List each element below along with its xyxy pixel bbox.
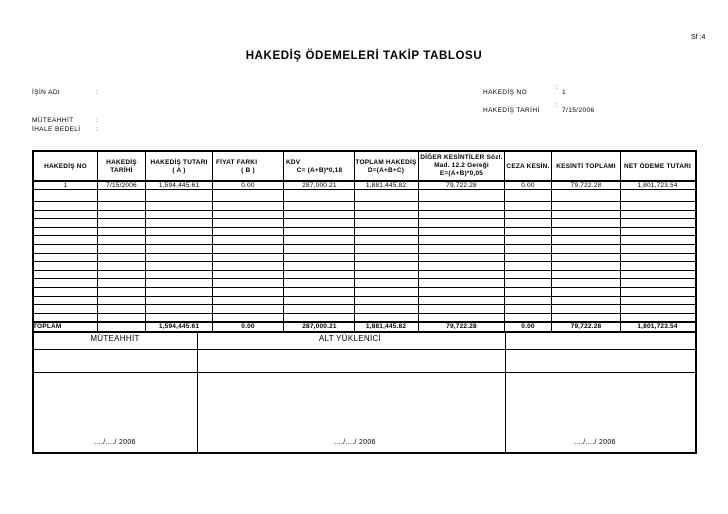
table-cell: 1	[63, 182, 68, 189]
table-cell: 0.00	[241, 182, 255, 189]
grid-hline	[32, 201, 695, 202]
table-cell: 79,722.28	[570, 182, 602, 189]
payment-date-label: HAKEDİŞ TARİHİ	[483, 107, 540, 114]
grid-hline	[32, 218, 695, 219]
total-cell: 1,881,445.82	[365, 323, 407, 330]
table-cell: 1,801,723.54	[637, 182, 678, 189]
sheet-number: Sf :4	[691, 34, 706, 41]
total-cell: 79,722.28	[570, 323, 602, 330]
subcontractor-signature-label: ALT YÜKLENİCİ	[318, 334, 382, 343]
payment-date-colon: :	[556, 102, 559, 109]
header-net-payment: NET ÖDEME TUTARI	[624, 163, 691, 170]
table-cell: 79,722.28	[446, 182, 477, 189]
grid-hline	[32, 244, 695, 245]
total-cell: 287,000.21	[302, 323, 337, 330]
table-cell: 1,881,445.82	[365, 182, 407, 189]
table-cell: 1,594,445.61	[158, 182, 200, 189]
header-other-deductions: DİĞER KESİNTİLER Sözl. Mad. 12.2 Gereği E=(A+B)*0,05	[420, 154, 503, 177]
table-cell: 0.00	[521, 182, 535, 189]
page-title: HAKEDİŞ ÖDEMELERİ TAKİP TABLOSU	[245, 50, 483, 62]
table-cell: 287,000.21	[302, 182, 337, 189]
tender-amount-colon: :	[96, 126, 99, 133]
contractor-signature-label: MÜTEAHHİT	[90, 334, 140, 343]
job-name-label: İŞİN ADI	[32, 89, 61, 96]
grid-hline	[32, 235, 695, 236]
table-cell: 7/15/2006	[106, 182, 137, 189]
grid-hline	[32, 296, 695, 297]
contractor-label: MÜTEAHHİT	[32, 117, 74, 124]
payment-no-label: HAKEDİŞ NO	[483, 89, 528, 96]
grid-hline	[32, 313, 695, 314]
header-deduction-total: KESİNTİ TOPLAMI	[556, 163, 616, 170]
contractor-date: ..../..../ 2006	[94, 439, 136, 446]
grid-hline	[32, 253, 695, 254]
header-payment-amount: HAKEDİŞ TUTARI ( A )	[150, 159, 208, 174]
total-cell: 1,801,723.54	[637, 323, 678, 330]
grid-hline	[32, 287, 695, 288]
total-label: TOPLAM	[33, 323, 62, 330]
grid-hline	[32, 278, 695, 279]
payment-no-colon: :	[556, 84, 559, 91]
header-vat: KDV C= (A+B)*0,18	[286, 159, 343, 174]
grid-hline	[32, 261, 695, 262]
third-party-date: ..../..../ 2006	[574, 439, 616, 446]
grid-hline	[32, 331, 695, 333]
tender-amount-label: İHALE BEDELİ	[32, 126, 81, 133]
payment-no-value: 1	[562, 89, 567, 96]
header-payment-date: HAKEDİŞ TARİHİ	[106, 159, 137, 174]
total-cell: 0.00	[241, 323, 255, 330]
payment-tracking-table	[32, 150, 695, 452]
header-total-payment: TOPLAM HAKEDİŞ D=(A+B+C)	[355, 159, 417, 174]
grid-hline	[32, 210, 695, 211]
grid-hline	[32, 227, 695, 228]
header-penalty-deduction: CEZA KESİN.	[506, 163, 550, 170]
grid-hline	[32, 304, 695, 305]
header-price-difference: FİYAT FARKI ( B )	[216, 159, 258, 174]
grid-hline	[32, 372, 695, 373]
contractor-colon: :	[96, 117, 99, 124]
payment-date-value: 7/15/2006	[562, 107, 595, 114]
grid-hline	[32, 349, 695, 350]
job-name-colon: :	[96, 89, 99, 96]
header-payment-no: HAKEDİŞ NO	[44, 163, 87, 170]
grid-hline	[32, 270, 695, 271]
total-cell: 79,722.28	[446, 323, 477, 330]
total-cell: 0.00	[521, 323, 535, 330]
subcontractor-date: ..../..../ 2006	[334, 439, 376, 446]
table-border	[32, 150, 697, 454]
total-cell: 1,594,445.61	[158, 323, 200, 330]
